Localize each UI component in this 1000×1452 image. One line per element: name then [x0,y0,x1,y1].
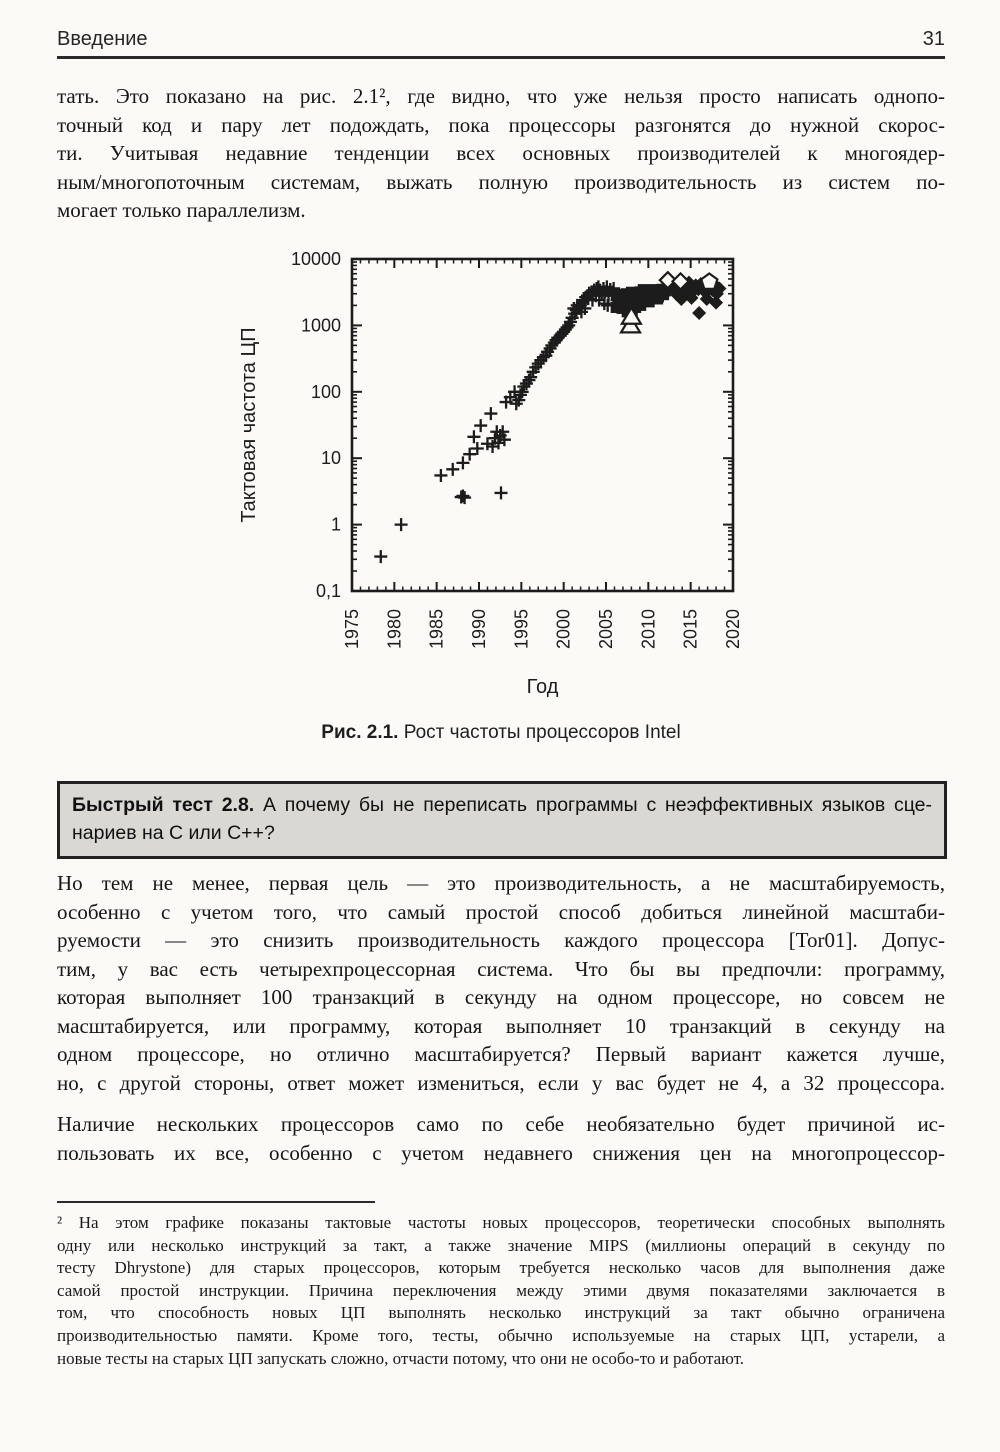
data-point-plus [458,491,471,504]
text-line: тесту Dhrystone) для старых процессоров, которым требуется несколько часов для выполнения даже [57,1258,945,1278]
data-point-plus [484,407,497,420]
x-tick-label: 1985 [426,608,447,650]
x-tick-label: 2000 [553,608,574,650]
text-line: но, с другой стороны, ответ может измениться, если у вас будет не 4, а 32 процессора. [57,1070,945,1095]
text-line: ² На этом графике показаны тактовые частоты новых процессоров, теоретически способных выполнять [57,1213,945,1232]
data-point-plus [395,518,408,531]
figure-chart-svg [233,250,778,720]
footnote [57,1212,945,1370]
paragraph-multiple-cpus [57,1110,945,1167]
text-line: особенно с учетом того, что самый простой способ добиться линейной масштаби- [57,899,945,924]
x-tick-label: 2015 [680,608,701,650]
page-number: 31 [922,28,945,50]
y-axis-label: Тактовая частота ЦП [238,327,260,523]
text-line: которая выполняет 100 транзакций в секунду на одном процессоре, но совсем не [57,985,945,1009]
header-rule [57,56,945,59]
text-line: ным/многопоточным системам, выжать полную производительность из систем по- [57,169,945,194]
data-point-plus [456,489,469,502]
text-line: одну или несколько инструкций за такт, а также значение MIPS (миллионы операций в секунду по [57,1235,945,1255]
y-tick-label: 10 [320,448,341,469]
figure-cpu-frequency [233,250,778,720]
data-point-plus [374,550,387,563]
data-point-plus [434,469,447,482]
text-line: масштабируется, или программу, которая выполняет 10 транзакций в секунду на [57,1013,945,1038]
quick-test-box [57,781,947,859]
text-line: Но тем не менее, первая цель — это производительность, а не масштабируемость, [57,871,945,895]
text-line: том, что способность новых ЦП выполнять несколько инструкций за такт обычно ограничена [57,1303,945,1323]
text-line: производительностью памяти. Кроме того, тесты, обычно используемые на старых ЦП, устарели, а [57,1325,945,1345]
x-tick-label: 1990 [469,608,489,650]
section-title: Введение [57,28,148,50]
quick-test-line [72,791,932,819]
figure-caption-text: Рост частоты процессоров Intel [398,722,681,743]
quick-test-label: Быстрый тест 2.8. [72,794,255,816]
x-tick-label: 1995 [511,608,532,650]
data-point-plus [456,456,469,469]
y-tick-label: 1 [330,514,341,535]
x-tick-label: 1980 [384,608,405,650]
y-tick-label: 10000 [290,250,341,269]
y-tick-label: 100 [310,381,341,402]
x-tick-label: 2005 [596,608,616,650]
data-point-pentagon-open [701,274,717,289]
text-line: самой простой инструкции. Причина переключения между этими двумя показателями заключается в [57,1280,945,1300]
text-line: Наличие нескольких процессоров само по себе необязательно будет причиной ис- [57,1112,945,1136]
quick-test-text: А почему бы не переписать программы с неэффективных языков сце- [254,794,932,816]
text-line: пользовать их все, особенно с учетом недавнего снижения цен на многопроцессор- [57,1140,945,1165]
running-header [57,28,945,51]
data-point-plus [467,430,480,443]
paragraph-intro [57,82,945,225]
data-point-plus [495,486,508,499]
text-line: точный код и пару лет подождать, пока процессоры разгонятся до нужной скорос- [57,112,945,137]
data-point-plus [446,463,459,476]
paragraph-performance-goal [57,869,945,1097]
text-line: руемости — это снизить производительность каждого процессора [Tor01]. Допус- [57,928,945,952]
text-line: могает только параллелизм. [57,198,306,222]
data-point-plus [474,419,487,432]
text-line: новые тесты на старых ЦП запускать сложно, отчасти потому, что они не особо-то и работают. [57,1348,745,1368]
x-tick-label: 1975 [342,608,362,650]
text-line: одном процессоре, но отлично масштабируется? Первый вариант кажется лучше, [57,1042,945,1066]
data-point-diamond [692,306,706,320]
quick-test-line: нариев на C или C++? [72,822,275,844]
x-axis-label: Год [526,676,559,698]
x-tick-label: 2020 [723,608,743,650]
footnote-rule [57,1201,375,1203]
text-line: тим, у вас есть четырехпроцессорная система. Что бы вы предпочли: программу, [57,956,945,981]
text-line: ти. Учитывая недавние тенденции всех основных производителей к многоядер- [57,141,945,165]
text-line: тать. Это показано на рис. 2.1², где видно, что уже нельзя просто написать однопо- [57,84,945,108]
figure-caption-label: Рис. 2.1. [321,722,399,743]
x-tick-label: 2010 [638,608,659,650]
y-tick-label: 0,1 [315,581,341,601]
y-tick-label: 1000 [300,315,341,336]
figure-caption [57,722,945,744]
